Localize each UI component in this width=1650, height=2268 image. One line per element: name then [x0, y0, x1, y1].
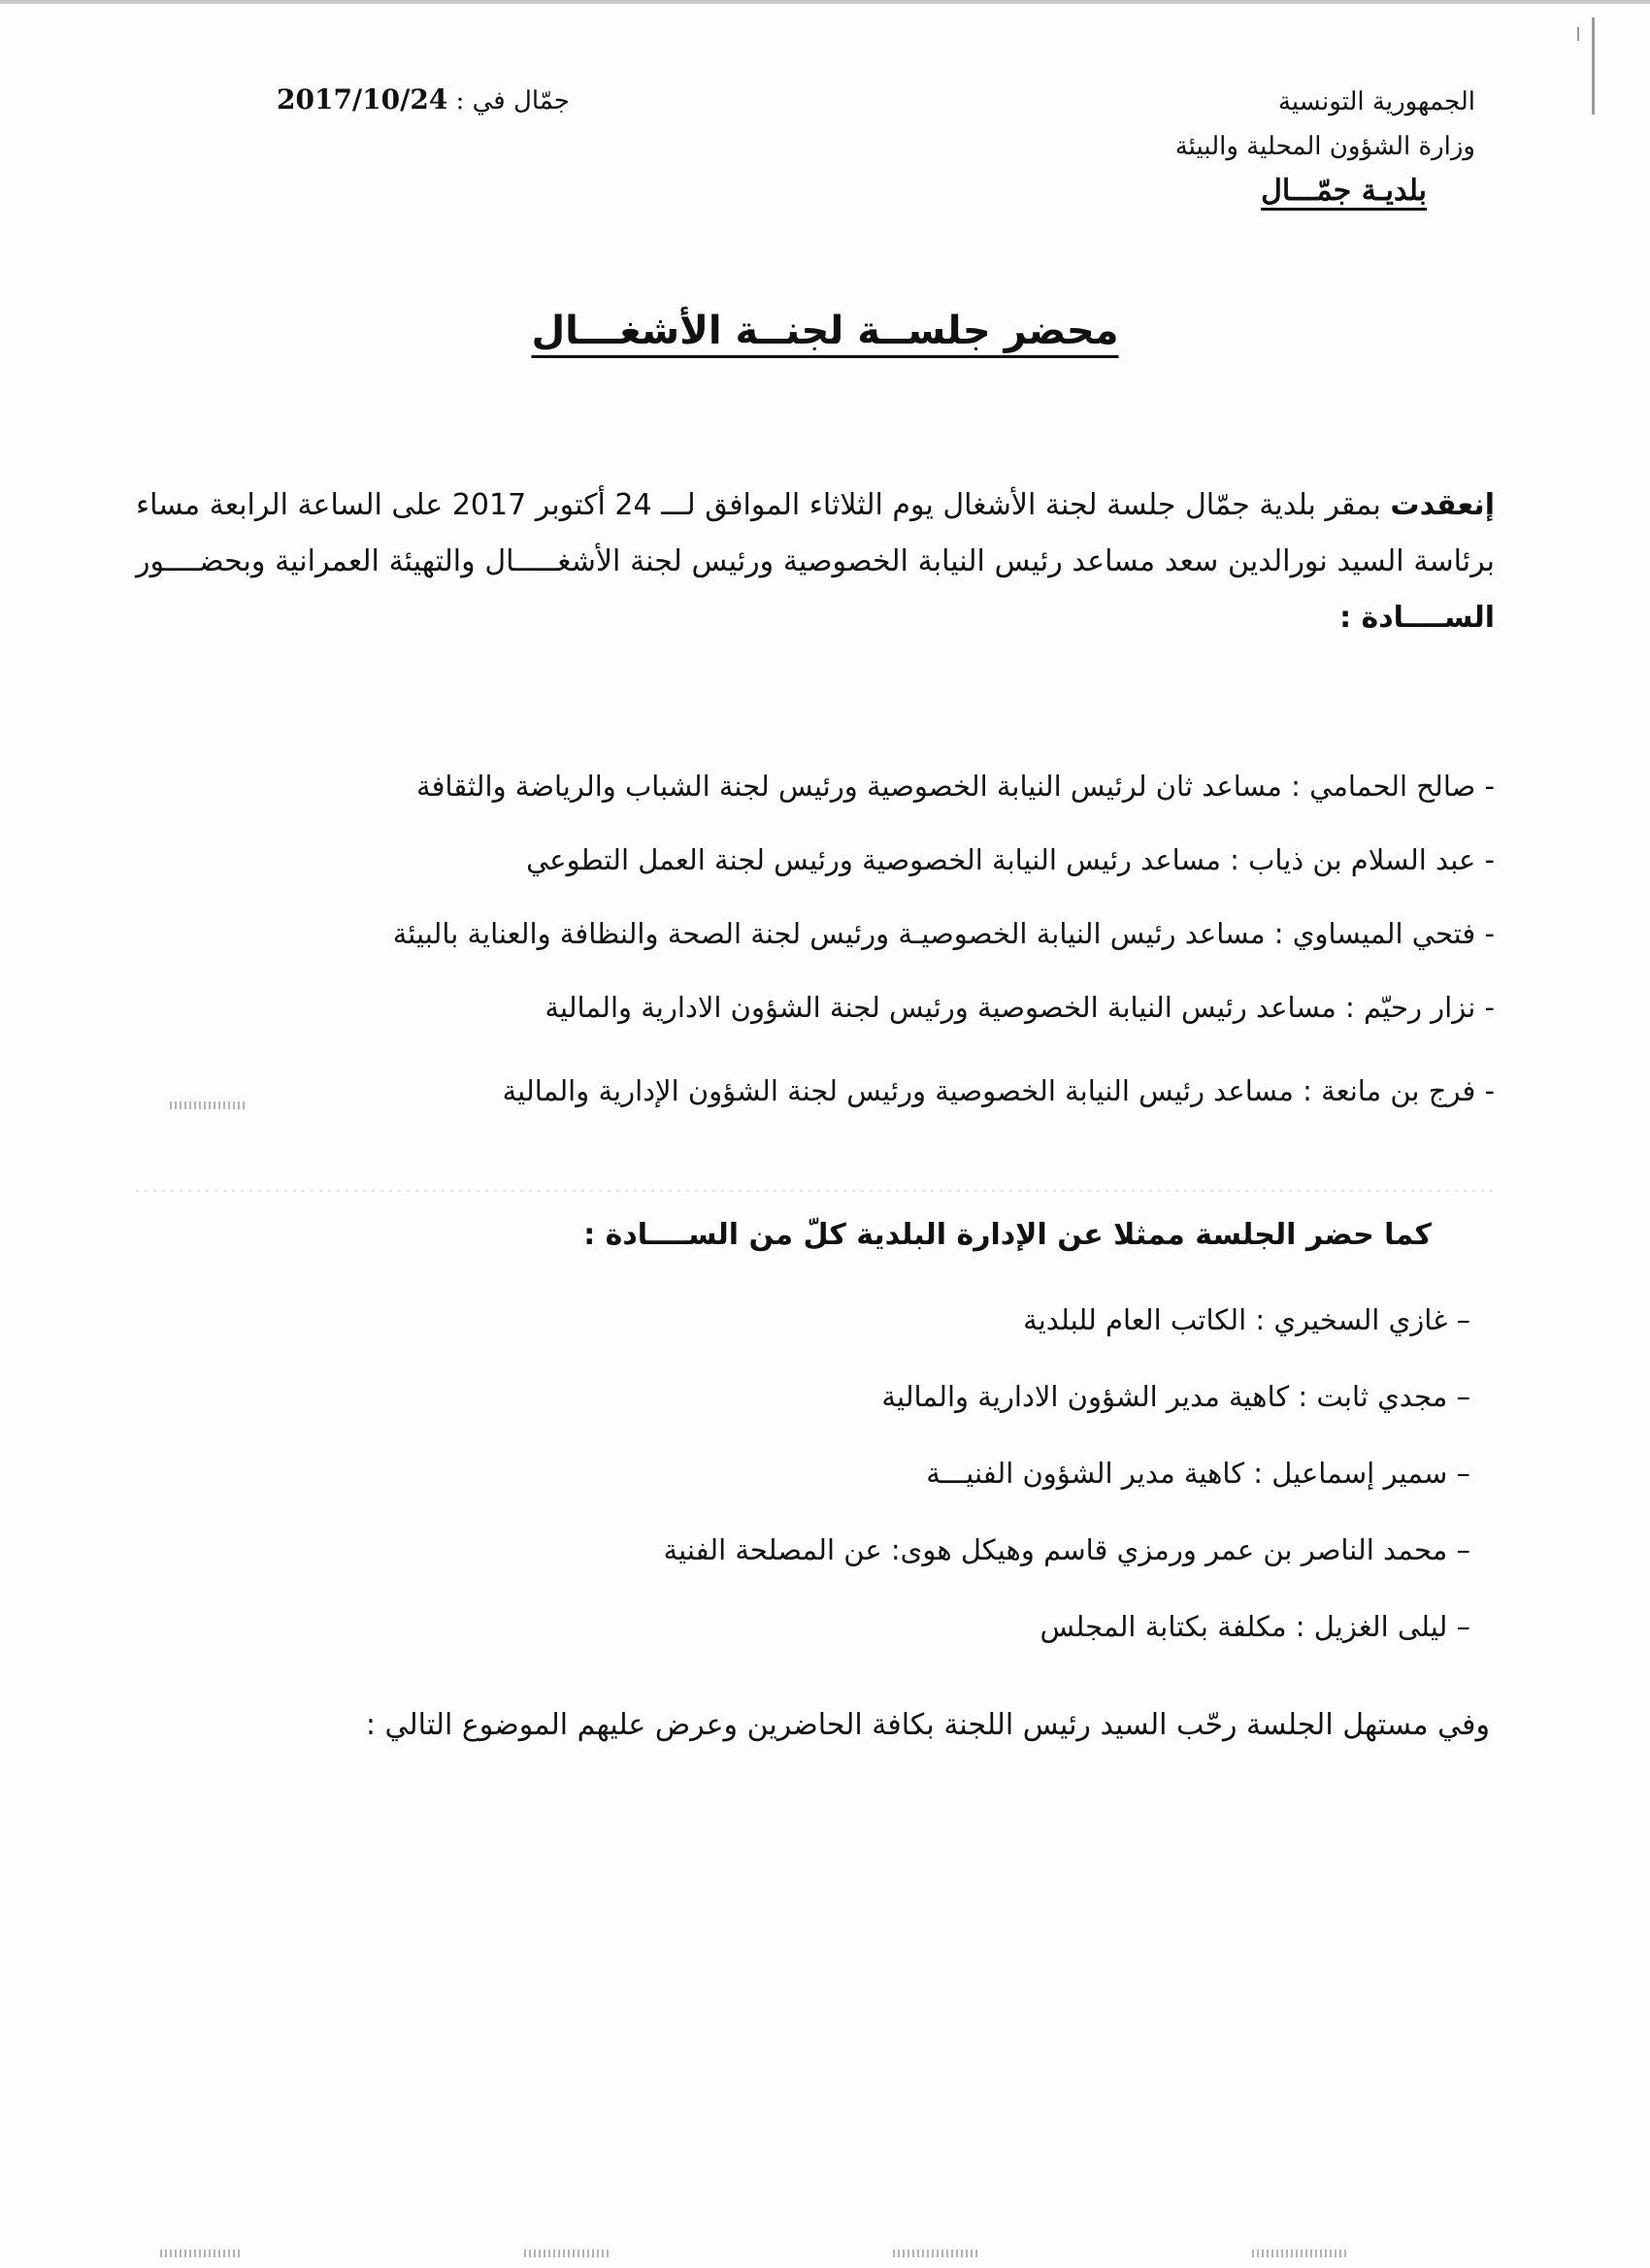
document-title: محضر جلســة لجنــة الأشغـــال [531, 309, 1119, 353]
municipality-name: بلديـة جمّـــال [1261, 174, 1427, 208]
scan-smudge [893, 2250, 980, 2257]
admin-attendees-list [664, 1291, 1470, 1674]
admin-item: – سمير إسماعيل : كاهية مدير الشؤون الفنيـــة [664, 1444, 1470, 1521]
intro-paragraph [136, 477, 1495, 646]
member-item: - نزار رحيّم : مساعد رئيس النيابة الخصوصية ورئيس لجنة الشؤون الادارية والمالية [146, 978, 1495, 1052]
date-line [277, 83, 570, 115]
member-item: - فرج بن مانعة : مساعد رئيس النيابة الخصوصية ورئيس لجنة الشؤون الإدارية والمالية [146, 1062, 1495, 1135]
republic-name: الجمهورية التونسية [1277, 87, 1475, 116]
member-item: - صالح الحمامي : مساعد ثان لرئيس النيابة الخصوصية ورئيس لجنة الشباب والرياضة والثقافة [146, 757, 1495, 831]
intro-lead-word: إنعقدت [1390, 488, 1495, 522]
date-prefix: جمّال في : [455, 86, 570, 115]
committee-members-list [146, 757, 1495, 1135]
admin-item: – مجدي ثابت : كاهية مدير الشؤون الادارية والمالية [664, 1367, 1470, 1444]
scan-smudge [524, 2250, 611, 2257]
scan-edge-mark [1592, 17, 1595, 115]
closing-sentence: وفي مستهل الجلسة رحّب السيد رئيس اللجنة بكافة الحاضرين وعرض عليهم الموضوع التالي : [365, 1708, 1490, 1742]
scan-line [136, 1190, 1495, 1192]
scan-top-edge [0, 0, 1650, 4]
intro-body: بمقر بلدية جمّال جلسة لجنة الأشغال يوم الثلاثاء الموافق لـــ 24 أكتوبر 2017 على الساعة الرابعة مساء برئاسة السيد نورالدين سعد مساعد رئيس النيابة الخصوصية ورئيس لجنة الأشغـــــال والتهيئة العمرانية وبحضــــور [136, 488, 1495, 578]
member-item: - فتحي الميساوي : مساعد رئيس النيابة الخصوصيـة ورئيس لجنة الصحة والنظافة والعناية بالبيئة [146, 904, 1495, 978]
ministry-name: وزارة الشؤون المحلية والبيئة [1174, 132, 1475, 161]
scan-smudge [1252, 2250, 1349, 2257]
admin-item: – ليلى الغزيل : مكلفة بكتابة المجلس [664, 1597, 1470, 1674]
scan-edge-mark-small [1577, 27, 1579, 41]
member-item: - عبد السلام بن ذياب : مساعد رئيس النيابة الخصوصية ورئيس لجنة العمل التطوعي [146, 831, 1495, 904]
admin-heading: كما حضر الجلسة ممثلا عن الإدارة البلدية كلّ من الســــادة : [583, 1218, 1432, 1252]
document-date: 2017/10/24 [277, 83, 448, 115]
letterhead [1175, 80, 1475, 214]
scan-smudge [160, 2250, 243, 2257]
intro-tail: الســــادة : [1339, 601, 1495, 635]
admin-item: – محمد الناصر بن عمر ورمزي قاسم وهيكل هوى: عن المصلحة الفنية [664, 1521, 1470, 1597]
scan-smudge [170, 1101, 248, 1109]
admin-item: – غازي السخيري : الكاتب العام للبلدية [664, 1291, 1470, 1367]
